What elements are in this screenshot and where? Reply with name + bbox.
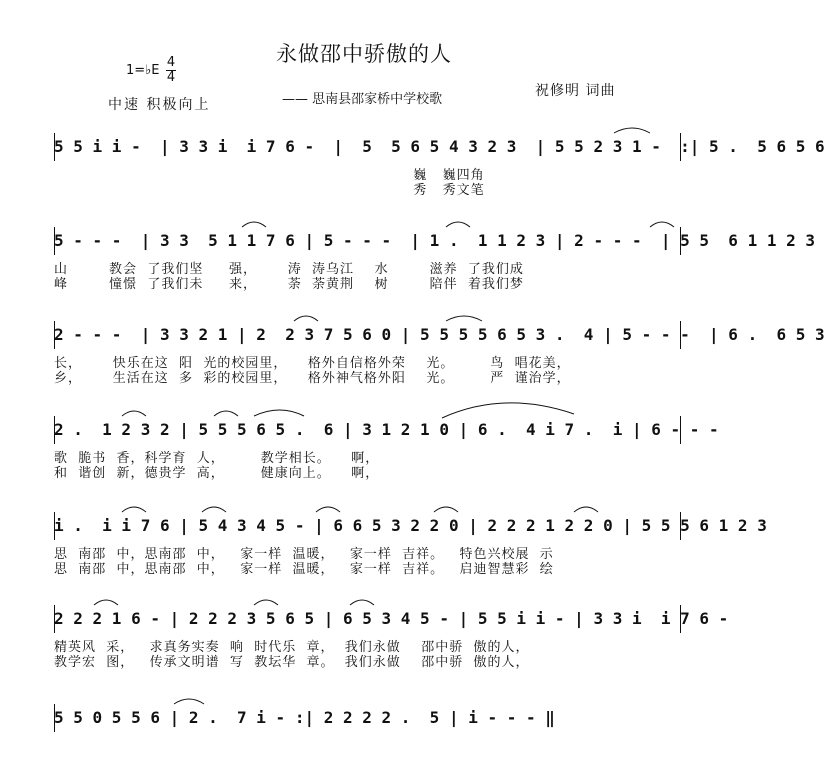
lyric-line-2: 秀 秀文笔: [54, 183, 485, 198]
barline: [54, 704, 55, 732]
score-row-1: [54, 137, 825, 198]
song-title: 永做邵中骄傲的人: [276, 42, 452, 66]
lyric-line-1: 长， 快乐在这 阳 光的校园里， 格外自信格外荣 光。 鸟 唱花美，: [54, 356, 571, 371]
score-row-7: [54, 708, 684, 748]
notes-row-1: 5 5 i i - | 3 3 i i 7 6 - | 5 5 6 5 4 3 2 3 | 5 5 2 3 1 - :| 5 . 5 6 5 6: [54, 137, 825, 156]
lyric-line-1: 歌 脆书 香，科学育 人， 教学相长。 啊，: [54, 451, 380, 466]
score-row-3: [54, 325, 825, 386]
barline: [54, 133, 55, 161]
barline: [54, 227, 55, 255]
score-row-6: [54, 609, 729, 670]
notes-row-3: 2 - - - | 3 3 2 1 | 2 2 3 7 5 6 0 | 5 5 5 5 6 5 3 . 4 | 5 - - - | 6 . 6 5 3: [54, 325, 825, 344]
score-row-2: [54, 231, 815, 292]
barline: [680, 321, 681, 349]
barline: [54, 512, 55, 540]
lyric-line-2: 和 谐创 新，德贵学 高， 健康向上。 啊，: [54, 466, 380, 481]
time-signature: [166, 56, 176, 85]
notes-row-2: 5 - - - | 3 3 5 1 1 7 6 | 5 - - - | 1 . 1 1 2 3 | 2 - - - | 5 5 6 1 1 2 3: [54, 231, 815, 250]
author-credit: 祝修明 词曲: [535, 83, 616, 99]
barline: [54, 321, 55, 349]
score-row-5: [54, 516, 767, 577]
time-signature-top: 4: [166, 55, 176, 70]
barline: [54, 416, 55, 444]
lyric-line-2: 教学宏 图， 传承文明谱 写 教坛华 章。 我们永做 邵中骄 傲的人，: [54, 655, 530, 670]
barline: [680, 605, 681, 633]
notes-row-4: 2 . 1 2 3 2 | 5 5 5 6 5 . 6 | 3 1 2 1 0 | 6 . 4 i 7 . i | 6 - - -: [54, 420, 719, 439]
barline: [54, 605, 55, 633]
key-signature: 1=♭E: [126, 63, 160, 78]
notes-row-5: i . i i 7 6 | 5 4 3 4 5 - | 6 6 5 3 2 2 0 | 2 2 2 1 2 2 0 | 5 5 5 6 1 2 3: [54, 516, 767, 535]
barline: [680, 227, 681, 255]
song-subtitle: —— 思南县邵家桥中学校歌: [282, 92, 443, 107]
lyric-line-2: 乡， 生活在这 多 彩的校园里， 格外神气格外阳 光。 严 谨治学，: [54, 371, 571, 386]
barline: [680, 416, 681, 444]
barline: [680, 512, 681, 540]
lyric-line-2: 思 南邵 中，思南邵 中， 家一样 温暖， 家一样 吉祥。 启迪智慧彩 绘: [54, 562, 554, 577]
notes-row-7: 5 5 0 5 5 6 | 2 . 7 i - :| 2 2 2 2 . 5 | i - - - ‖: [54, 708, 555, 727]
lyric-line-1: 思 南邵 中，思南邵 中， 家一样 温暖， 家一样 吉祥。 特色兴校展 示: [54, 547, 554, 562]
barline: [680, 133, 681, 161]
lyric-line-1: 巍 巍四角: [54, 168, 485, 183]
score-row-4: [54, 420, 719, 481]
lyric-line-2: 峰 憧憬 了我们未 来， 荼 荼黄荆 树 陪伴 着我们梦: [54, 277, 524, 292]
lyric-line-1: 精英风 采， 求真务实奏 响 时代乐 章， 我们永做 邵中骄 傲的人，: [54, 640, 530, 655]
lyric-line-1: 山 教会 了我们坚 强， 涛 涛乌江 水 滋养 了我们成: [54, 262, 524, 277]
tempo-marking: 中速 积极向上: [108, 97, 211, 113]
time-signature-bottom: 4: [166, 70, 176, 85]
notes-row-6: 2 2 2 1 6 - | 2 2 2 3 5 6 5 | 6 5 3 4 5 - | 5 5 i i - | 3 3 i i 7 6 -: [54, 609, 729, 628]
